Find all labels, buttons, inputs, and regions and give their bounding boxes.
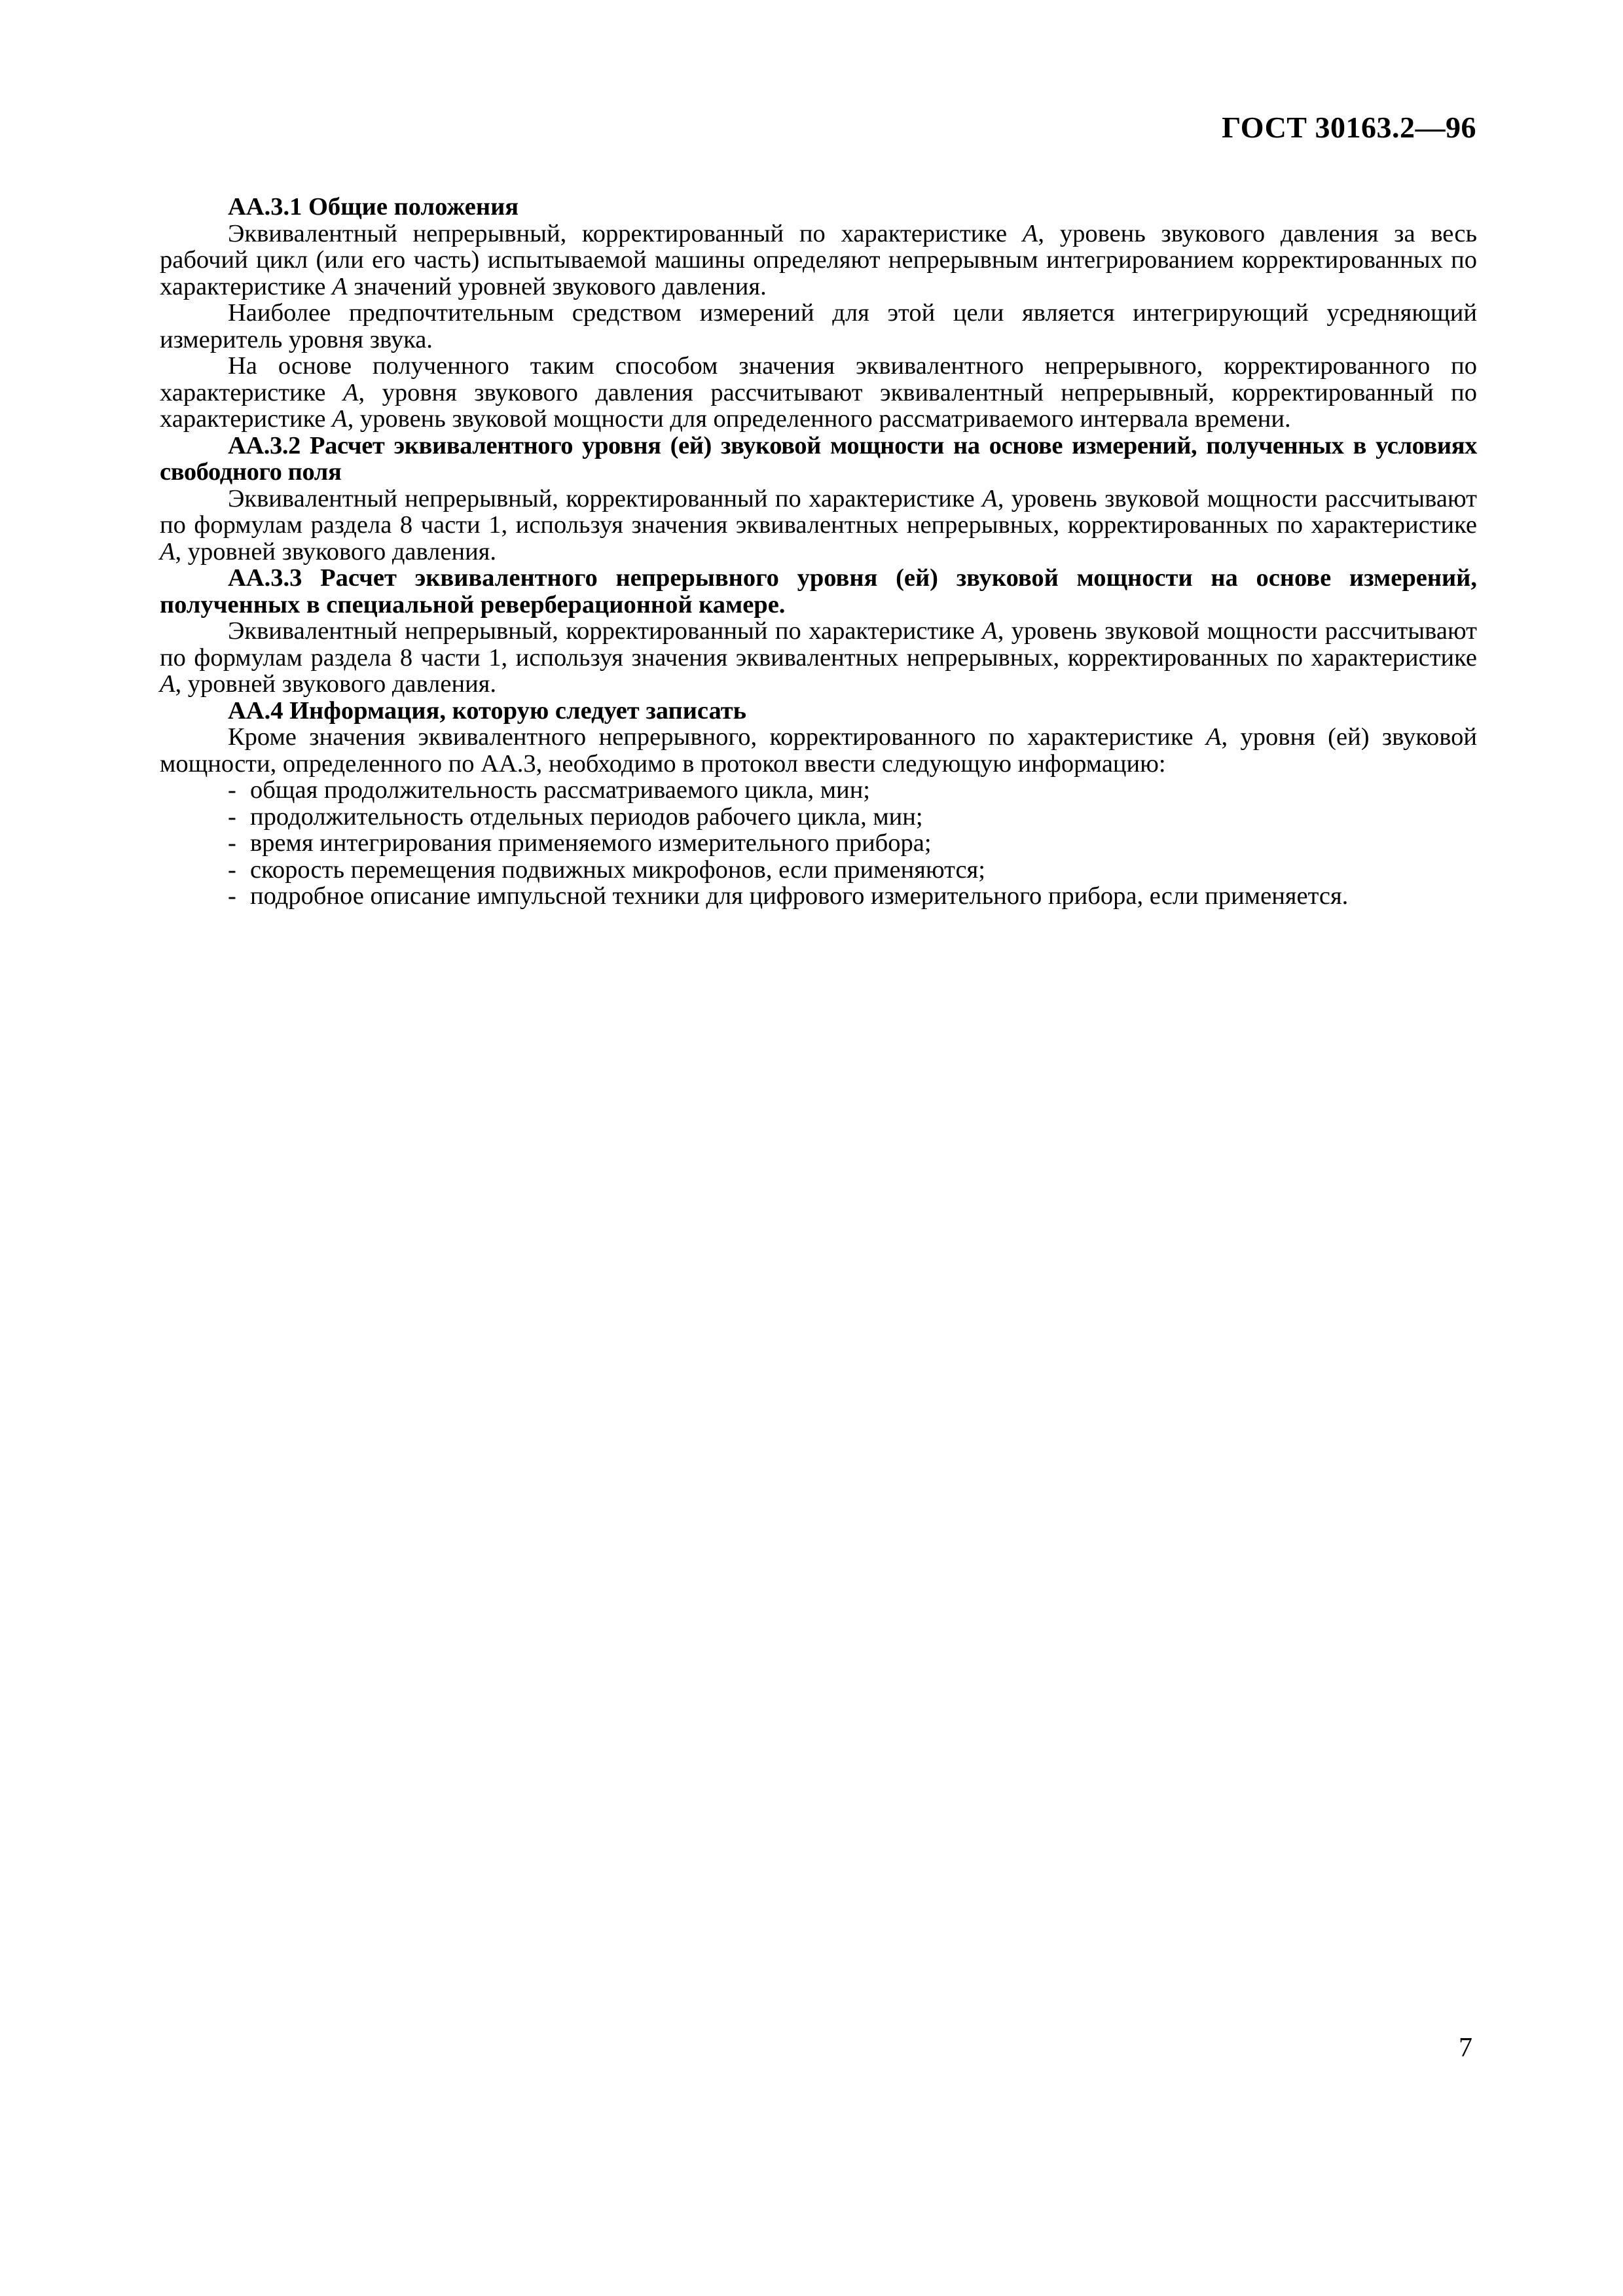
paragraph-aa-3-1-2: Наиболее предпочтительным средством измерений для этой цели является интегрирующий усредняющий измеритель уровня звука. [160, 299, 1477, 353]
paragraph-aa-3-3: Эквивалентный непрерывный, корректированный по характеристике A, уровень звуковой мощности рассчитывают по формулам раздела 8 части 1, используя значения эквивалентных непрерывных, корректированных по характеристике A, уровней звукового давления. [160, 617, 1477, 698]
section-heading-aa-3-2: АА.3.2 Расчет эквивалентного уровня (ей) звуковой мощности на основе измерений, полученных в условиях свободного поля [160, 431, 1477, 486]
paragraph-aa-3-1-3: На основе полученного таким способом значения эквивалентного непрерывного, корректированного по характеристике A, уровня звукового давления рассчитывают эквивалентный непрерывный, корректированный по характеристике A, уровень звуковой мощности для определенного рассматриваемого интервала времени. [160, 352, 1477, 433]
required-information-list [160, 777, 1477, 910]
list-dash-marker: - [228, 882, 236, 910]
section-heading-aa-3-1: АА.3.1 Общие положения [228, 193, 519, 221]
paragraph-aa-4: Кроме значения эквивалентного непрерывного, корректированного по характеристике A, уровня (ей) звуковой мощности, определенного по АА.3, необходимо в протокол ввести следующую информацию: [160, 723, 1478, 778]
list-item: - подробное описание импульсной техники для цифрового измерительного прибора, если применяется. [228, 882, 1349, 910]
section-heading-aa-4: АА.4 Информация, которую следует записать [228, 696, 746, 725]
list-item: - время интегрирования применяемого измерительного прибора; [228, 829, 932, 857]
document-body [160, 194, 1477, 910]
paragraph-aa-3-2: Эквивалентный непрерывный, корректированный по характеристике A, уровень звуковой мощности рассчитывают по формулам раздела 8 части 1, используя значения эквивалентных непрерывных, корректированных по характеристике A, уровней звукового давления. [160, 484, 1477, 565]
paragraph-aa-3-1-1: Эквивалентный непрерывный, корректированный по характеристике A, уровень звукового давления за весь рабочий цикл (или его часть) испытываемой машины определяют непрерывным интегрированием корректированных по характеристике A значений уровней звукового давления. [160, 219, 1478, 300]
list-dash-marker: - [228, 855, 236, 884]
list-dash-marker: - [228, 829, 236, 857]
list-dash-marker: - [228, 776, 236, 804]
list-item: - общая продолжительность рассматриваемого цикла, мин; [228, 776, 870, 804]
list-dash-marker: - [228, 802, 236, 831]
list-item: - скорость перемещения подвижных микрофонов, если применяются; [228, 855, 985, 884]
list-item: - продолжительность отдельных периодов рабочего цикла, мин; [228, 802, 923, 831]
section-heading-aa-3-3: АА.3.3 Расчет эквивалентного непрерывного уровня (ей) звуковой мощности на основе измерений, полученных в специальной реверберационной камере. [160, 564, 1477, 619]
page-number: 7 [1459, 2033, 1472, 2063]
standard-code-header: ГОСТ 30163.2—96 [1222, 111, 1476, 144]
